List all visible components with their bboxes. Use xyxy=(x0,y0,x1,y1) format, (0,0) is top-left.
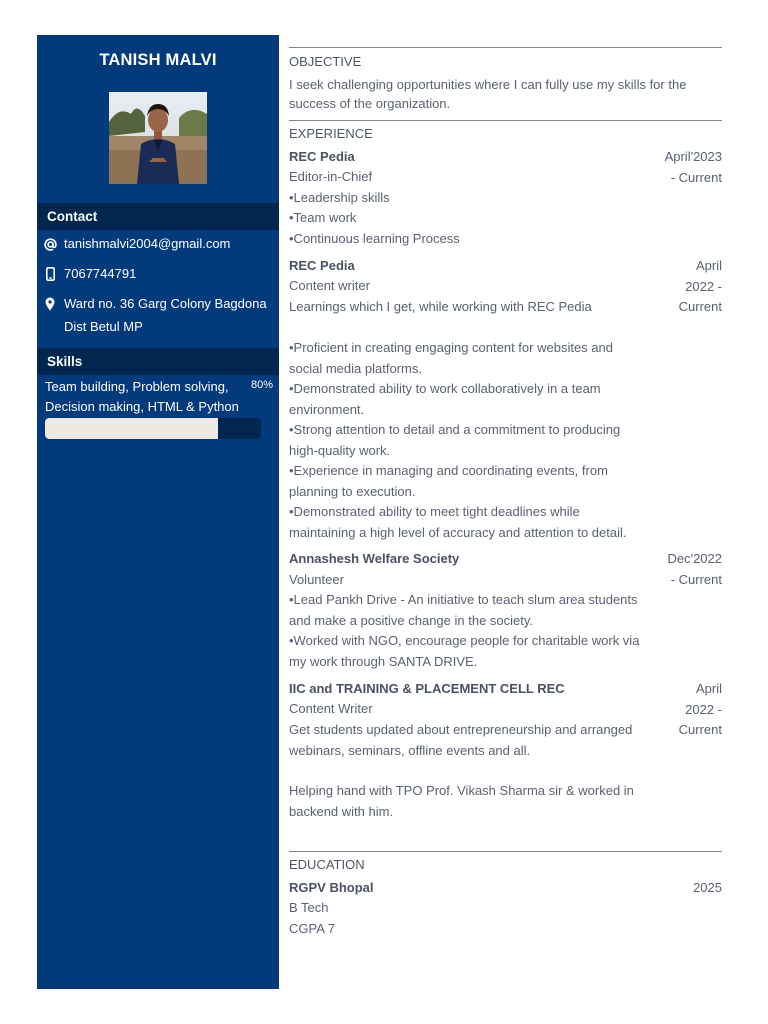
skills-heading: Skills xyxy=(37,348,279,375)
education-degree: B Tech xyxy=(289,900,329,915)
section-divider xyxy=(289,120,722,121)
education-cgpa: CGPA 7 xyxy=(289,921,336,936)
contact-email[interactable]: tanishmalvi2004@gmail.com xyxy=(64,236,231,251)
skill-level-fill xyxy=(45,418,218,439)
job-role: Volunteer xyxy=(289,572,344,587)
at-icon xyxy=(43,236,57,252)
experience-title: EXPERIENCE xyxy=(289,126,373,141)
job-bullet: •Leadership skills xyxy=(289,190,390,205)
location-pin-icon xyxy=(43,296,57,312)
job-description: •Proficient in creating engaging content for websites and social media platforms. •Demonstrated ability to work collaboratively in a team environment. •Strong attention to detail and a commitment to producing high-quality work. •Experience in managing and coordinating events, from planning to execution. •Demonstrated ability to meet tight deadlines while maintaining a high level of accuracy and attention to detail. xyxy=(289,340,627,540)
contact-address-line: Ward no. 36 Garg Colony Bagdona xyxy=(64,296,267,311)
skill-percent: 80% xyxy=(250,379,273,391)
job-date: April'2023 - Current xyxy=(664,149,722,185)
job-description: Learnings which I get, while working with REC Pedia xyxy=(289,299,592,314)
education-year: 2025 xyxy=(693,880,722,895)
contact-heading: Contact xyxy=(37,203,279,230)
objective-text: I seek challenging opportunities where I can fully use my skills for the xyxy=(289,77,687,92)
job-organization: REC Pedia xyxy=(289,149,355,164)
job-description: •Lead Pankh Drive - An initiative to teach slum area students and make a positive change in the society. •Worked with NGO, encourage people for charitable work via my work through SANTA DRIVE. xyxy=(289,592,640,669)
job-date: Dec'2022 - Current xyxy=(667,551,722,587)
objective-text: success of the organization. xyxy=(289,96,451,111)
contact-phone[interactable]: 7067744791 xyxy=(64,266,137,281)
job-organization: REC Pedia xyxy=(289,258,355,273)
education-title: EDUCATION xyxy=(289,857,365,872)
section-divider xyxy=(289,47,722,48)
job-organization: Annashesh Welfare Society xyxy=(289,551,460,566)
objective-title: OBJECTIVE xyxy=(289,54,362,69)
job-role: Content writer xyxy=(289,278,370,293)
skill-name: Team building, Problem solving, Decision making, HTML & Python xyxy=(45,379,239,414)
profile-photo xyxy=(109,92,207,184)
sidebar xyxy=(37,35,279,989)
job-description: Get students updated about entrepreneurship and arranged webinars, seminars, offline events and all. xyxy=(289,722,633,758)
contact-address-line: Dist Betul MP xyxy=(64,319,143,334)
candidate-name: TANISH MALVI xyxy=(99,51,217,69)
job-date: April 2022 - Current xyxy=(678,258,722,314)
job-role: Editor-in-Chief xyxy=(289,169,373,184)
education-school: RGPV Bhopal xyxy=(289,880,374,895)
skill-level-bar xyxy=(45,418,261,439)
phone-icon xyxy=(43,266,57,282)
job-description: Helping hand with TPO Prof. Vikash Sharma sir & worked in backend with him. xyxy=(289,783,634,819)
job-date: April 2022 - Current xyxy=(678,681,722,737)
section-divider xyxy=(289,851,722,852)
job-organization: IIC and TRAINING & PLACEMENT CELL REC xyxy=(289,681,565,696)
job-bullet: •Team work xyxy=(289,210,357,225)
job-role: Content Writer xyxy=(289,701,373,716)
job-bullet: •Continuous learning Process xyxy=(289,231,460,246)
